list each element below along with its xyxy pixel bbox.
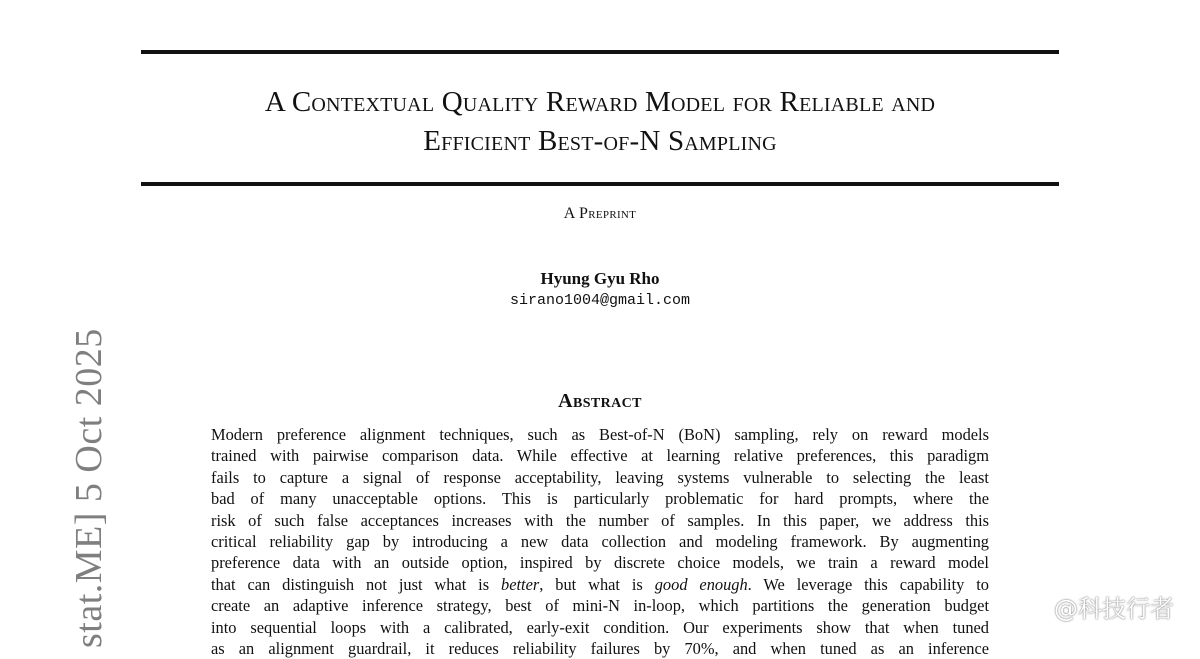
abstract-line: create an adaptive inference strategy, best of mini-N in-loop, which partitions the generation budget [211, 596, 989, 616]
abstract-line: Modern preference alignment techniques, such as Best-of-N (BoN) sampling, rely on reward models [211, 425, 989, 444]
abstract-heading: Abstract [558, 390, 642, 412]
abstract-line: as an alignment guardrail, it reduces reliability failures by 70%, and when tuned as an inference [211, 638, 989, 658]
abstract-body [211, 424, 989, 659]
abstract-line: trained with pairwise comparison data. While effective at learning relative preferences, this paradigm [211, 446, 989, 466]
abstract-line: bad of many unacceptable options. This is particularly problematic for hard prompts, where the [211, 489, 989, 509]
title-bottom-rule [141, 182, 1059, 186]
arxiv-identifier: stat.ME] 5 Oct 2025 [68, 328, 110, 648]
abstract-line: fails to capture a signal of response acceptability, leaving systems vulnerable to selecting the least [211, 467, 989, 487]
title-top-rule [141, 50, 1059, 54]
author-name: Hyung Gyu Rho [540, 269, 660, 288]
paper-title [120, 83, 1080, 161]
abstract-line-italic: that can distinguish not just what is better, but what is good enough. We leverage this capability to [211, 574, 989, 594]
abstract-line: into sequential loops with a calibrated, early-exit condition. Our experiments show that when tuned [211, 617, 989, 637]
title-line-1: A Contextual Quality Reward Model for Reliable and [264, 86, 936, 118]
watermark-logo: @科技行者 [1054, 595, 1174, 623]
title-line-2: Efficient Best-of-N Sampling [423, 125, 777, 157]
preprint-label: A Preprint [563, 205, 637, 222]
abstract-line: preference data with an outside option, inspired by discrete choice models, we train a reward model [211, 553, 989, 573]
abstract-emphasis: better [501, 574, 540, 594]
abstract-emphasis: good enough [654, 574, 748, 594]
abstract-line: critical reliability gap by introducing a new data collection and modeling framework. By augmenting [211, 531, 989, 551]
abstract-line: risk of such false acceptances increases with the number of samples. In this paper, we address this [211, 510, 989, 530]
author-email: sirano1004@gmail.com [509, 292, 691, 309]
